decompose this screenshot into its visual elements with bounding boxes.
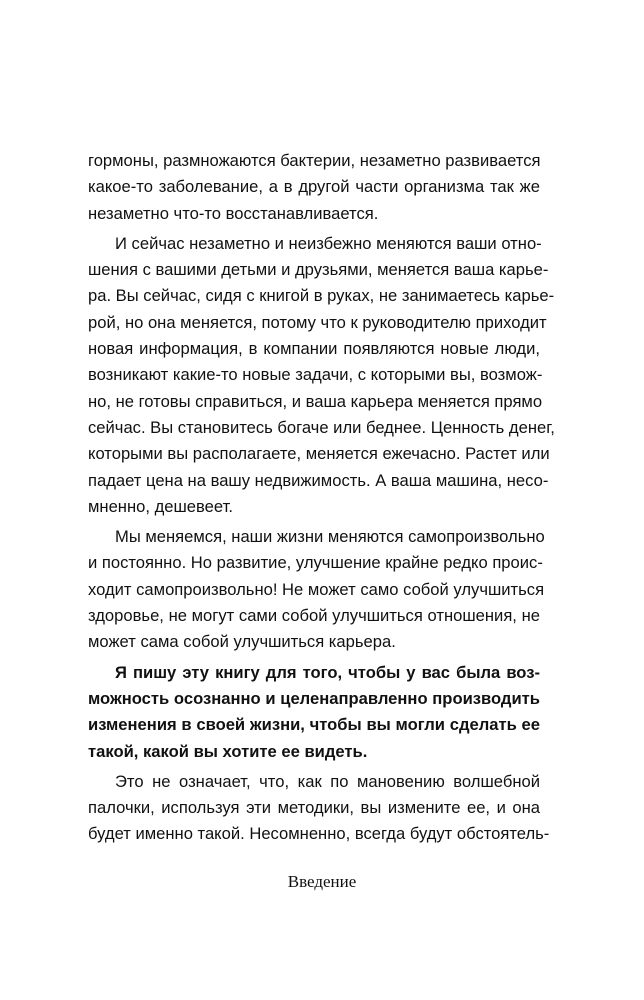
text-line: И сейчас незаметно и неизбежно меняются ваши отно- xyxy=(115,233,542,253)
text-line: мненно, дешевеет. xyxy=(88,496,233,516)
text-line: здоровье, не могут сами собой улучшиться отношения, не xyxy=(88,606,540,626)
text-line: ра. Вы сейчас, сидя с книгой в руках, не занимаетесь карье- xyxy=(88,286,555,306)
text-line: может сама собой улучшиться карьера. xyxy=(88,632,396,652)
text-line: новая информация, в компании появляются новые люди, xyxy=(88,339,540,359)
text-line: Это не означает, что, как по мановению волшебной xyxy=(115,771,540,791)
text-line: шения с вашими детьми и друзьями, меняется ваша карье- xyxy=(88,260,549,280)
text-line: изменения в своей жизни, чтобы вы могли сделать ее xyxy=(88,715,540,735)
text-line: Я пишу эту книгу для того, чтобы у вас была воз- xyxy=(115,662,540,682)
text-line: какое-то заболевание, а в другой части организма так же xyxy=(88,177,540,197)
text-line: можность осознанно и целенаправленно производить xyxy=(88,688,540,708)
text-line: незаметно что-то восстанавливается. xyxy=(88,203,379,223)
text-line: будет именно такой. Несомненно, всегда будут обстоятель- xyxy=(88,824,550,844)
text-line: падает цена на вашу недвижимость. А ваша машина, несо- xyxy=(88,470,549,490)
text-line: рой, но она меняется, потому что к руководителю приходит xyxy=(88,312,547,332)
text-line: такой, какой вы хотите ее видеть. xyxy=(88,741,368,761)
text-line: гормоны, размножаются бактерии, незаметно развивается xyxy=(88,151,541,170)
text-line: палочки, используя эти методики, вы измените ее, и она xyxy=(88,798,540,818)
text-line: которыми вы располагаете, меняется ежечасно. Растет или xyxy=(88,444,550,464)
text-line: возникают какие-то новые задачи, с которыми вы, возмож- xyxy=(88,365,543,385)
text-line: сейчас. Вы становитесь богаче или беднее. Ценность денег, xyxy=(88,417,555,437)
text-line: ходит самопроизвольно! Не может само собой улучшиться xyxy=(88,579,545,599)
paragraph xyxy=(88,769,550,848)
text-line: но, не готовы справиться, и ваша карьера меняется прямо xyxy=(88,391,543,411)
text-line: Мы меняемся, наши жизни меняются самопроизвольно xyxy=(115,527,545,547)
text-line: и постоянно. Но развитие, улучшение крайне редко проис- xyxy=(88,553,543,573)
paragraph xyxy=(88,231,555,520)
paragraph xyxy=(88,524,545,655)
paragraph xyxy=(88,148,540,227)
body-text xyxy=(88,148,555,852)
running-footer: Введение xyxy=(287,872,357,891)
paragraph xyxy=(88,660,540,765)
